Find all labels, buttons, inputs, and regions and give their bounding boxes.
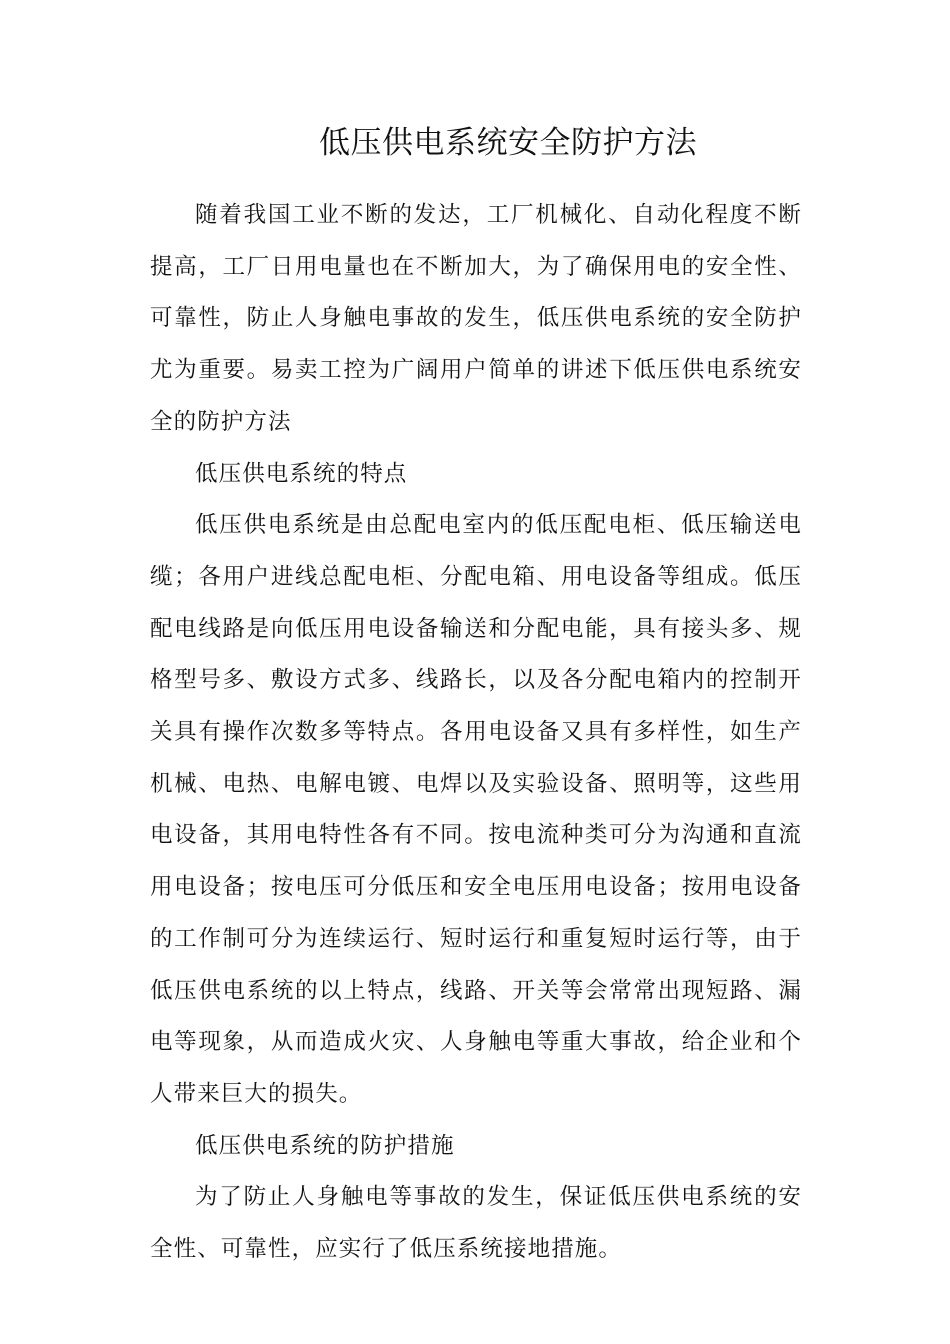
intro-paragraph: 随着我国工业不断的发达，工厂机械化、自动化程度不断提高，工厂日用电量也在不断加大，为了确保用电的安全性、可靠性，防止人身触电事故的发生，低压供电系统的安全防护尤为重要。易卖工控为广阔用户简单的讲述下低压供电系统安全的防护方法 (150, 202, 802, 435)
document-body (150, 190, 802, 1276)
document-title: 低压供电系统安全防护方法 (319, 125, 697, 161)
measures-paragraph: 为了防止人身触电等事故的发生，保证低压供电系统的安全性、可靠性，应实行了低压系统接地措施。 (150, 1184, 802, 1263)
features-paragraph: 低压供电系统是由总配电室内的低压配电柜、低压输送电缆；各用户进线总配电柜、分配电箱、用电设备等组成。低压配电线路是向低压用电设备输送和分配电能，具有接头多、规格型号多、敷设方式多、线路长，以及各分配电箱内的控制开关具有操作次数多等特点。各用电设备又具有多样性，如生产机械、电热、电解电镀、电焊以及实验设备、照明等，这些用电设备，其用电特性各有不同。按电流种类可分为沟通和直流用电设备；按电压可分低压和安全电压用电设备；按用电设备的工作制可分为连续运行、短时运行和重复短时运行等，由于低压供电系统的以上特点，线路、开关等会常常出现短路、漏电等现象，从而造成火灾、人身触电等重大事故，给企业和个人带来巨大的损失。 (150, 512, 802, 1107)
section-heading-features: 低压供电系统的特点 (195, 460, 408, 487)
section-heading-measures: 低压供电系统的防护措施 (195, 1132, 455, 1159)
